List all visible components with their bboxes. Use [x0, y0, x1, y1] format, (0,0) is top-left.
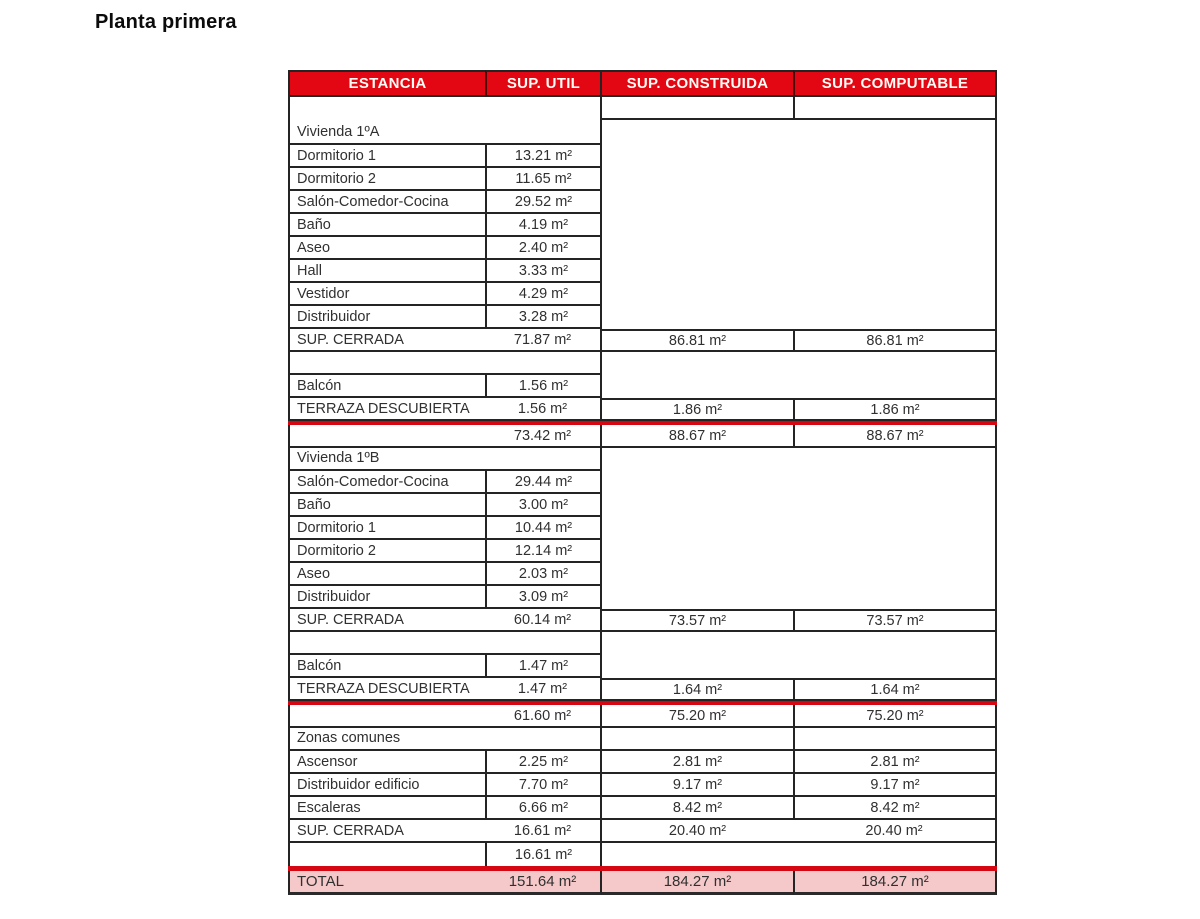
sup-computable-cell [793, 471, 997, 494]
sup-util-cell [485, 448, 602, 471]
column-header-sup-construida: SUP. CONSTRUIDA [602, 70, 793, 97]
sup-construida-cell [602, 586, 793, 609]
sup-construida-cell [602, 517, 793, 540]
table-row [288, 398, 997, 421]
column-header-estancia: ESTANCIA [288, 70, 485, 97]
sup-computable-cell [793, 145, 997, 168]
sup-util-cell: 6.66 m² [485, 797, 602, 820]
estancia-cell: Vivienda 1ºB [288, 448, 485, 471]
estancia-cell: Balcón [288, 375, 485, 398]
estancia-cell: Salón-Comedor-Cocina [288, 471, 485, 494]
sup-util-cell [485, 120, 602, 145]
estancia-cell: Dormitorio 1 [288, 145, 485, 168]
estancia-cell: Distribuidor [288, 306, 485, 329]
sup-construida-cell [602, 306, 793, 329]
sup-util-cell: 2.25 m² [485, 751, 602, 774]
sup-construida-cell: 1.64 m² [602, 678, 793, 701]
sup-construida-cell: 75.20 m² [602, 705, 793, 728]
table-row [288, 471, 997, 494]
sup-util-cell: 3.28 m² [485, 306, 602, 329]
estancia-cell: TERRAZA DESCUBIERTA [288, 678, 485, 701]
sup-computable-cell [793, 448, 997, 471]
sup-computable-cell [793, 563, 997, 586]
estancia-cell [288, 352, 485, 375]
sup-util-cell: 16.61 m² [485, 843, 602, 866]
estancia-cell: SUP. CERRADA [288, 609, 485, 632]
sup-construida-cell [602, 375, 793, 398]
table-row [288, 705, 997, 728]
estancia-cell: Aseo [288, 237, 485, 260]
sup-construida-cell [602, 655, 793, 678]
column-header-sup-computable: SUP. COMPUTABLE [793, 70, 997, 97]
estancia-cell: Dormitorio 2 [288, 540, 485, 563]
table-row [288, 191, 997, 214]
estancia-cell: Salón-Comedor-Cocina [288, 191, 485, 214]
table-row [288, 563, 997, 586]
sup-computable-cell [793, 728, 997, 751]
sup-util-cell: 2.40 m² [485, 237, 602, 260]
sup-construida-cell [602, 540, 793, 563]
sup-construida-cell [602, 120, 793, 145]
table-row [288, 283, 997, 306]
table-row [288, 306, 997, 329]
sup-construida-cell [602, 145, 793, 168]
sup-computable-cell [793, 260, 997, 283]
sup-util-cell: 60.14 m² [485, 609, 602, 632]
sup-util-cell: 16.61 m² [485, 820, 602, 843]
estancia-cell: Distribuidor [288, 586, 485, 609]
sup-util-cell: 151.64 m² [485, 871, 602, 895]
estancia-cell: Aseo [288, 563, 485, 586]
estancia-cell: SUP. CERRADA [288, 329, 485, 352]
table-row [288, 820, 997, 843]
sup-util-cell: 2.03 m² [485, 563, 602, 586]
sup-computable-cell [793, 632, 997, 655]
sup-computable-cell: 8.42 m² [793, 797, 997, 820]
sup-util-cell [485, 728, 602, 751]
sup-util-cell: 3.00 m² [485, 494, 602, 517]
sup-construida-cell [602, 843, 793, 866]
total-row [288, 871, 997, 895]
sup-computable-cell [793, 494, 997, 517]
sup-util-cell: 71.87 m² [485, 329, 602, 352]
sup-computable-cell [793, 540, 997, 563]
sup-computable-cell: 1.86 m² [793, 398, 997, 421]
sup-util-cell [485, 352, 602, 375]
table-row [288, 214, 997, 237]
estancia-cell: SUP. CERRADA [288, 820, 485, 843]
sup-util-cell: 1.56 m² [485, 375, 602, 398]
sup-construida-cell: 1.86 m² [602, 398, 793, 421]
sup-construida-cell [602, 168, 793, 191]
sup-construida-cell [602, 260, 793, 283]
estancia-cell: Vivienda 1ºA [288, 120, 485, 145]
sup-util-cell [485, 97, 602, 120]
sup-util-cell: 3.33 m² [485, 260, 602, 283]
sup-util-cell: 3.09 m² [485, 586, 602, 609]
table-row [288, 797, 997, 820]
sup-util-cell [485, 632, 602, 655]
table-row [288, 260, 997, 283]
sup-construida-cell [602, 283, 793, 306]
sup-util-cell: 73.42 m² [485, 425, 602, 448]
estancia-cell [288, 705, 485, 728]
sup-construida-cell: 8.42 m² [602, 797, 793, 820]
estancia-cell [288, 97, 485, 120]
estancia-cell: Ascensor [288, 751, 485, 774]
sup-computable-cell [793, 283, 997, 306]
table-row [288, 843, 997, 866]
sup-construida-cell: 73.57 m² [602, 609, 793, 632]
sup-computable-cell [793, 191, 997, 214]
sup-computable-cell: 75.20 m² [793, 705, 997, 728]
sup-computable-cell [793, 352, 997, 375]
table-row [288, 632, 997, 655]
sup-util-cell: 1.47 m² [485, 655, 602, 678]
table-row [288, 97, 997, 120]
sup-computable-cell [793, 655, 997, 678]
sup-construida-cell [602, 237, 793, 260]
table-row [288, 145, 997, 168]
table-row [288, 517, 997, 540]
sup-construida-cell [602, 728, 793, 751]
table-row [288, 655, 997, 678]
sup-construida-cell: 88.67 m² [602, 425, 793, 448]
table-row [288, 494, 997, 517]
table-row [288, 425, 997, 448]
sup-computable-cell [793, 586, 997, 609]
sup-computable-cell [793, 517, 997, 540]
sup-construida-cell: 9.17 m² [602, 774, 793, 797]
table-row [288, 774, 997, 797]
sup-construida-cell [602, 448, 793, 471]
sup-computable-cell [793, 237, 997, 260]
estancia-cell: TERRAZA DESCUBIERTA [288, 398, 485, 421]
estancia-cell: Escaleras [288, 797, 485, 820]
sup-util-cell: 29.44 m² [485, 471, 602, 494]
table-row [288, 678, 997, 701]
sup-construida-cell [602, 352, 793, 375]
sup-construida-cell [602, 563, 793, 586]
estancia-cell: Dormitorio 2 [288, 168, 485, 191]
estancia-cell: Hall [288, 260, 485, 283]
table-row [288, 586, 997, 609]
table-row [288, 540, 997, 563]
sup-computable-cell [793, 120, 997, 145]
sup-computable-cell: 184.27 m² [793, 871, 997, 895]
sup-computable-cell [793, 214, 997, 237]
sup-util-cell: 4.29 m² [485, 283, 602, 306]
estancia-cell: Distribuidor edificio [288, 774, 485, 797]
sup-computable-cell [793, 168, 997, 191]
sup-util-cell: 13.21 m² [485, 145, 602, 168]
sup-util-cell: 4.19 m² [485, 214, 602, 237]
sup-computable-cell [793, 843, 997, 866]
sup-util-cell: 12.14 m² [485, 540, 602, 563]
sup-util-cell: 10.44 m² [485, 517, 602, 540]
table-row [288, 329, 997, 352]
sup-construida-cell: 86.81 m² [602, 329, 793, 352]
sup-construida-cell [602, 97, 793, 120]
sup-util-cell: 61.60 m² [485, 705, 602, 728]
column-header-sup-util: SUP. UTIL [485, 70, 602, 97]
estancia-cell: Baño [288, 494, 485, 517]
sup-computable-cell: 9.17 m² [793, 774, 997, 797]
sup-construida-cell [602, 494, 793, 517]
sup-construida-cell [602, 191, 793, 214]
sup-computable-cell: 1.64 m² [793, 678, 997, 701]
estancia-cell: Baño [288, 214, 485, 237]
sup-computable-cell: 88.67 m² [793, 425, 997, 448]
estancia-cell: TOTAL [288, 871, 485, 895]
table-row [288, 375, 997, 398]
sup-util-cell: 1.47 m² [485, 678, 602, 701]
estancia-cell [288, 425, 485, 448]
sup-computable-cell: 2.81 m² [793, 751, 997, 774]
sup-util-cell: 29.52 m² [485, 191, 602, 214]
page-title: Planta primera [95, 11, 237, 33]
sup-construida-cell: 2.81 m² [602, 751, 793, 774]
estancia-cell: Vestidor [288, 283, 485, 306]
estancia-cell [288, 843, 485, 866]
sup-construida-cell: 20.40 m² [602, 820, 793, 843]
table-header-row [288, 70, 997, 97]
table-row [288, 609, 997, 632]
table-row [288, 237, 997, 260]
estancia-cell: Zonas comunes [288, 728, 485, 751]
table-row [288, 728, 997, 751]
table-row [288, 168, 997, 191]
table-row [288, 751, 997, 774]
sup-computable-cell: 86.81 m² [793, 329, 997, 352]
sup-construida-cell [602, 471, 793, 494]
estancia-cell [288, 632, 485, 655]
areas-table [288, 70, 997, 895]
estancia-cell: Dormitorio 1 [288, 517, 485, 540]
sup-computable-cell [793, 306, 997, 329]
sup-computable-cell [793, 97, 997, 120]
estancia-cell: Balcón [288, 655, 485, 678]
sup-util-cell: 7.70 m² [485, 774, 602, 797]
sup-construida-cell [602, 632, 793, 655]
sup-computable-cell [793, 375, 997, 398]
sup-computable-cell: 20.40 m² [793, 820, 997, 843]
sup-construida-cell [602, 214, 793, 237]
sup-construida-cell: 184.27 m² [602, 871, 793, 895]
sup-util-cell: 1.56 m² [485, 398, 602, 421]
table-row [288, 448, 997, 471]
table-row [288, 352, 997, 375]
sup-util-cell: 11.65 m² [485, 168, 602, 191]
sup-computable-cell: 73.57 m² [793, 609, 997, 632]
table-row [288, 120, 997, 145]
